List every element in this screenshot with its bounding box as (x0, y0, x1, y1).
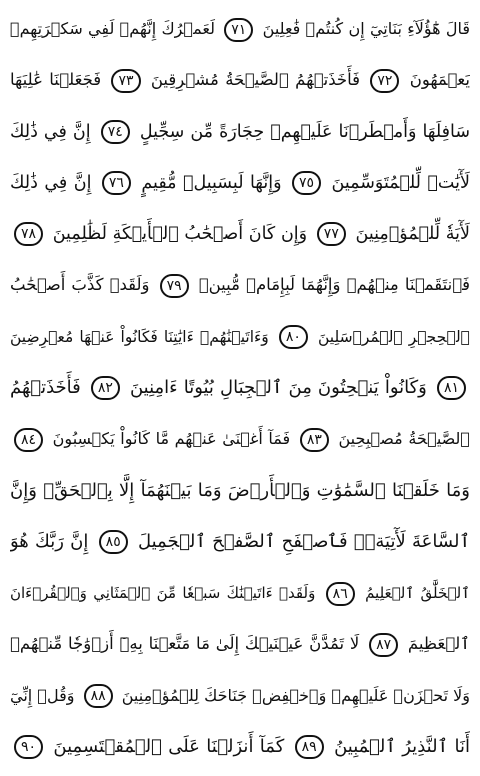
verse-number-marker: ٨١ (437, 376, 466, 400)
verse-text: فَٱنتَقَمۡنَا مِنۡهُمۡ وَإِنَّهُمَا لَبِإِمَامٖ مُّبِينٖ (198, 275, 470, 295)
verse-text: فَأَخَذَتۡهُمُ (10, 376, 81, 398)
verse-text: سَافِلَهَا وَأَمۡطَرۡنَا عَلَيۡهِمۡ حِجَارَةً مِّن سِجِّيلٍ (139, 121, 470, 142)
text-line (10, 568, 470, 618)
text-line (10, 466, 470, 516)
verse-text: وَكَانُواْ يَنۡحِتُونَ مِنَ ٱلۡجِبَالِ بُيُوتًا ءَامِنِينَ (129, 376, 427, 398)
verse-number-marker: ٧٩ (160, 274, 189, 298)
verse-number-marker: ٧٧ (317, 222, 346, 246)
verse-number-marker: ٧٤ (101, 120, 130, 144)
verse-text: أَنَا ٱلنَّذِيرُ ٱلۡمُبِينُ (334, 735, 470, 757)
verse-number-marker: ٨٨ (84, 684, 113, 708)
verse-text: وَقُلۡ إِنِّيٓ (10, 685, 75, 705)
verse-number-marker: ٧٦ (102, 171, 131, 195)
verse-number-marker: ٨٤ (14, 428, 43, 452)
verse-text: إِنَّ فِي ذَٰلِكَ (10, 172, 92, 193)
verse-number-marker: ٩٠ (14, 735, 43, 759)
verse-number-marker: ٧٨ (14, 222, 43, 246)
text-line (10, 312, 470, 362)
verse-number-marker: ٨٠ (279, 325, 308, 349)
text-line (10, 209, 470, 259)
text-line (10, 671, 470, 721)
verse-text: وَلَا تَحۡزَنۡ عَلَيۡهِمۡ وَٱخۡفِضۡ جَنَاحَكَ لِلۡمُؤۡمِنِينَ (121, 685, 470, 705)
verse-text: وَلَقَدۡ كَذَّبَ أَصۡحَٰبُ (10, 275, 150, 295)
text-line (10, 55, 470, 105)
verse-text: كَمَآ أَنزَلۡنَا عَلَى ٱلۡمُقۡتَسِمِينَ (53, 735, 285, 757)
verse-text: ٱلسَّاعَةَ لَأٓتِيَةٞۖ فَٱصۡفَحِ ٱلصَّفۡحَ ٱلۡجَمِيلَ (137, 530, 470, 552)
text-line (10, 414, 470, 464)
text-line (10, 158, 470, 208)
verse-text: يَعۡمَهُونَ (409, 70, 470, 90)
text-line (10, 363, 470, 413)
verse-text: لَا تَمُدَّنَّ عَيۡنَيۡكَ إِلَىٰ مَا مَتَّعۡنَا بِهِۦٓ أَزۡوَٰجٗا مِّنۡهُمۡ (10, 634, 360, 654)
verse-number-marker: ٧٢ (370, 69, 399, 93)
verse-text: وَإِن كَانَ أَصۡحَٰبُ ٱلۡأَيۡكَةِ لَظَٰلِمِينَ (52, 224, 308, 245)
text-line (10, 107, 470, 157)
verse-text: فَأَخَذَتۡهُمُ ٱلصَّيۡحَةُ مُشۡرِقِينَ (150, 70, 361, 90)
verse-text: فَمَآ أَغۡنَىٰ عَنۡهُم مَّا كَانُواْ يَكۡسِبُونَ (52, 429, 291, 449)
verse-number-marker: ٧٣ (111, 69, 140, 93)
verse-text: ٱلۡخَلَّٰقُ ٱلۡعَلِيمُ (365, 584, 470, 603)
verse-text: قَالَ هَٰٓؤُلَآءِ بَنَاتِيٓ إِن كُنتُمۡ فَٰعِلِينَ (262, 19, 470, 38)
verse-number-marker: ٧٥ (292, 171, 321, 195)
verse-text: وَمَا خَلَقۡنَا ٱلسَّمَٰوَٰتِ وَٱلۡأَرۡضَ وَمَا بَيۡنَهُمَآ إِلَّا بِٱلۡحَقِّۗ وَإِنَّ (10, 479, 470, 501)
verse-number-marker: ٨٣ (300, 428, 329, 452)
verse-text: لَأٓيَٰتٖ لِّلۡمُتَوَسِّمِينَ (331, 172, 470, 193)
verse-text: وَءَاتَيۡنَٰهُمۡ ءَايَٰتِنَا فَكَانُواْ عَنۡهَا مُعۡرِضِينَ (10, 327, 269, 346)
text-line (10, 517, 470, 567)
verse-text: إِنَّ رَبَّكَ هُوَ (10, 530, 89, 552)
text-line (10, 260, 470, 310)
verse-text: ٱلۡعَظِيمَ (407, 634, 470, 654)
verse-text: ٱلۡحِجۡرِ ٱلۡمُرۡسَلِينَ (317, 327, 470, 346)
verse-text: لَعَمۡرُكَ إِنَّهُمۡ لَفِي سَكۡرَتِهِمۡ (10, 19, 215, 38)
verse-text: ٱلصَّيۡحَةُ مُصۡبِحِينَ (338, 429, 470, 449)
verse-text: إِنَّ فِي ذَٰلِكَ (10, 121, 91, 142)
verse-number-marker: ٨٢ (91, 376, 120, 400)
text-line (10, 619, 470, 669)
text-lines (10, 4, 470, 772)
verse-text: وَلَقَدۡ ءَاتَيۡنَٰكَ سَبۡعٗا مِّنَ ٱلۡمَثَانِي وَٱلۡقُرۡءَانَ (10, 584, 316, 603)
verse-number-marker: ٨٦ (326, 582, 355, 606)
verse-number-marker: ٨٥ (99, 530, 128, 554)
verse-text: وَإِنَّهَا لَبِسَبِيلٖ مُّقِيمٍ (141, 172, 282, 193)
verse-number-marker: ٨٧ (369, 633, 398, 657)
verse-text: لَأٓيَةٗ لِّلۡمُؤۡمِنِينَ (355, 224, 470, 245)
verse-number-marker: ٧١ (224, 18, 253, 42)
text-line (10, 4, 470, 54)
verse-number-marker: ٨٩ (295, 735, 324, 759)
text-line (10, 722, 470, 772)
verse-text: فَجَعَلۡنَا عَٰلِيَهَا (10, 70, 102, 90)
